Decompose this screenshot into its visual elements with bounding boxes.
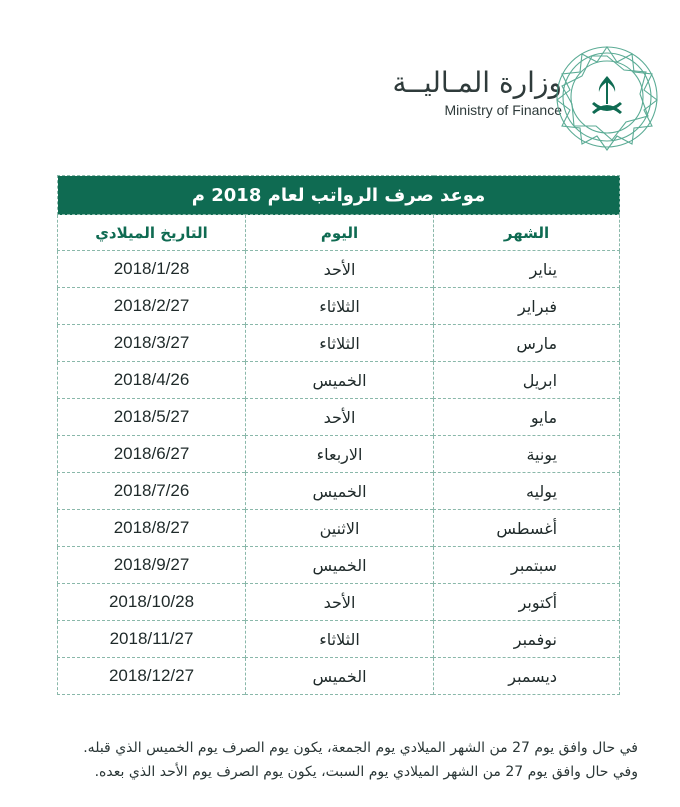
ministry-logo-text	[392, 66, 562, 118]
day-cell: الثلاثاء	[246, 621, 434, 658]
table-row	[58, 547, 620, 584]
day-cell: الخميس	[246, 547, 434, 584]
table-row	[58, 399, 620, 436]
table-row	[58, 510, 620, 547]
month-cell: نوفمبر	[434, 621, 620, 658]
table-row	[58, 621, 620, 658]
date-cell: 2018/1/28	[58, 251, 246, 288]
month-cell: سبتمبر	[434, 547, 620, 584]
column-header-date: التاريخ الميلادي	[58, 215, 246, 251]
day-cell: الأحد	[246, 251, 434, 288]
month-cell: يوليه	[434, 473, 620, 510]
date-cell: 2018/9/27	[58, 547, 246, 584]
table-row	[58, 658, 620, 695]
date-cell: 2018/3/27	[58, 325, 246, 362]
date-cell: 2018/8/27	[58, 510, 246, 547]
day-cell: الاثنين	[246, 510, 434, 547]
date-cell: 2018/6/27	[58, 436, 246, 473]
table-row	[58, 325, 620, 362]
table-row	[58, 584, 620, 621]
table-row	[58, 251, 620, 288]
month-cell: ابريل	[434, 362, 620, 399]
day-cell: الثلاثاء	[246, 288, 434, 325]
ministry-name-english: Ministry of Finance	[444, 102, 562, 118]
date-cell: 2018/2/27	[58, 288, 246, 325]
day-cell: الأحد	[246, 399, 434, 436]
note-friday: في حال وافق يوم 27 من الشهر الميلادي يوم الجمعة، يكون يوم الصرف يوم الخميس الذي قبله.	[83, 740, 638, 756]
date-cell: 2018/11/27	[58, 621, 246, 658]
month-cell: ديسمبر	[434, 658, 620, 695]
table-row	[58, 473, 620, 510]
month-cell: مارس	[434, 325, 620, 362]
month-cell: أكتوبر	[434, 584, 620, 621]
note-saturday: وفي حال وافق يوم 27 من الشهر الميلادي يوم السبت، يكون يوم الصرف يوم الأحد الذي بعده.	[94, 764, 638, 780]
table-row	[58, 288, 620, 325]
month-cell: فبراير	[434, 288, 620, 325]
month-cell: مايو	[434, 399, 620, 436]
date-cell: 2018/12/27	[58, 658, 246, 695]
day-cell: الخميس	[246, 658, 434, 695]
day-cell: الأحد	[246, 584, 434, 621]
document-header	[0, 0, 680, 140]
notes	[38, 736, 638, 784]
date-cell: 2018/7/26	[58, 473, 246, 510]
table-header-row	[58, 215, 620, 251]
day-cell: الخميس	[246, 362, 434, 399]
day-cell: الثلاثاء	[246, 325, 434, 362]
ministry-name-arabic: وزارة المـاليــة	[392, 66, 562, 99]
saudi-emblem-icon	[552, 42, 662, 152]
day-cell: الخميس	[246, 473, 434, 510]
month-cell: يونية	[434, 436, 620, 473]
month-cell: أغسطس	[434, 510, 620, 547]
salary-schedule-table	[57, 175, 619, 695]
table-title: موعد صرف الرواتب لعام 2018 م	[58, 176, 620, 215]
date-cell: 2018/4/26	[58, 362, 246, 399]
month-cell: يناير	[434, 251, 620, 288]
date-cell: 2018/5/27	[58, 399, 246, 436]
column-header-month: الشهر	[434, 215, 620, 251]
date-cell: 2018/10/28	[58, 584, 246, 621]
table-row	[58, 436, 620, 473]
table-row	[58, 362, 620, 399]
day-cell: الاربعاء	[246, 436, 434, 473]
column-header-day: اليوم	[246, 215, 434, 251]
